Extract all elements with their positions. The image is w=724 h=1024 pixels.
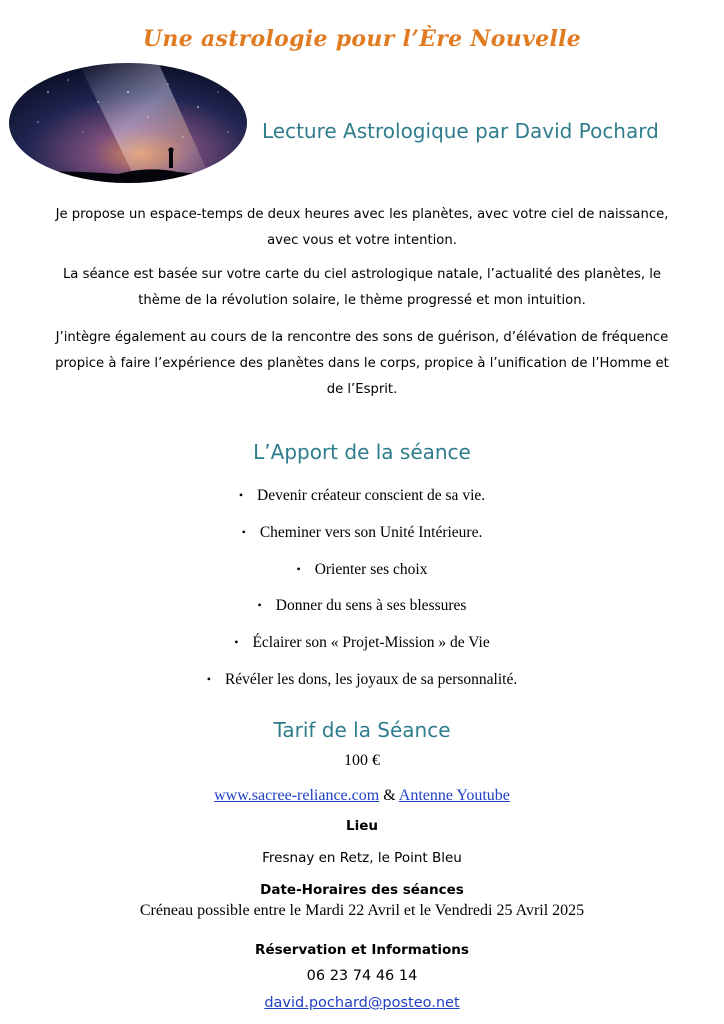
reservation-label: Réservation et Informations	[255, 942, 469, 958]
page-title: Une astrologie pour l’Ère Nouvelle	[142, 26, 582, 52]
intro-paragraph-1	[20, 202, 704, 254]
lieu-value: Fresnay en Retz, le Point Bleu	[262, 850, 462, 866]
email-link[interactable]: david.pochard@posteo.net	[264, 995, 460, 1011]
bullet-icon: •	[206, 672, 211, 686]
tarif-heading: Tarif de la Séance	[273, 718, 451, 742]
list-item: • Devenir créateur conscient de sa vie.	[238, 487, 486, 504]
price: 100 €	[344, 752, 380, 769]
intro-paragraph-2	[20, 262, 704, 314]
bullet-icon: •	[234, 635, 239, 649]
list-item: • Révéler les dons, les joyaux de sa personnalité.	[206, 671, 518, 688]
intro-line: thème de la révolution solaire, le thème progressé et mon intuition.	[138, 293, 586, 308]
intro-line: de l’Esprit.	[326, 382, 398, 397]
dates-value: Créneau possible entre le Mardi 22 Avril et le Vendredi 25 Avril 2025	[139, 902, 585, 919]
list-item: • Cheminer vers son Unité Intérieure.	[241, 524, 483, 541]
intro-line: La séance est basée sur votre carte du ciel astrologique natale, l’actualité des planètes, le	[62, 267, 662, 282]
phone-number: 06 23 74 46 14	[306, 968, 418, 984]
intro-line: Je propose un espace-temps de deux heures avec les planètes, avec votre ciel de naissance,	[55, 207, 669, 222]
list-item: • Donner du sens à ses blessures	[257, 597, 467, 614]
bullet-icon: •	[296, 562, 301, 576]
bullet-icon: •	[241, 525, 246, 539]
list-item: • Orienter ses choix	[296, 561, 428, 578]
dates-label: Date-Horaires des séances	[260, 882, 464, 898]
links-separator: &	[383, 787, 396, 804]
email-line	[0, 995, 724, 1011]
page-subtitle: Lecture Astrologique par David Pochard	[262, 119, 659, 143]
milky-way-image	[8, 62, 248, 184]
website-link[interactable]: www.sacree-reliance.com	[214, 787, 380, 804]
list-item: • Éclairer son « Projet-Mission » de Vie	[234, 634, 490, 651]
bullet-icon: •	[238, 488, 244, 502]
bullet-icon: •	[257, 598, 262, 612]
intro-line: J’intègre également au cours de la rencontre des sons de guérison, d’élévation de fréquence	[55, 330, 669, 345]
youtube-link[interactable]: Antenne Youtube	[398, 787, 510, 804]
intro-paragraph-3	[20, 325, 704, 403]
intro-line: propice à faire l’expérience des planètes dans le corps, propice à l’unification de l’Homme et	[55, 356, 669, 371]
intro-line: avec vous et votre intention.	[267, 233, 457, 248]
lieu-label: Lieu	[346, 818, 378, 834]
links-line	[0, 787, 724, 805]
apport-heading: L’Apport de la séance	[253, 440, 471, 464]
